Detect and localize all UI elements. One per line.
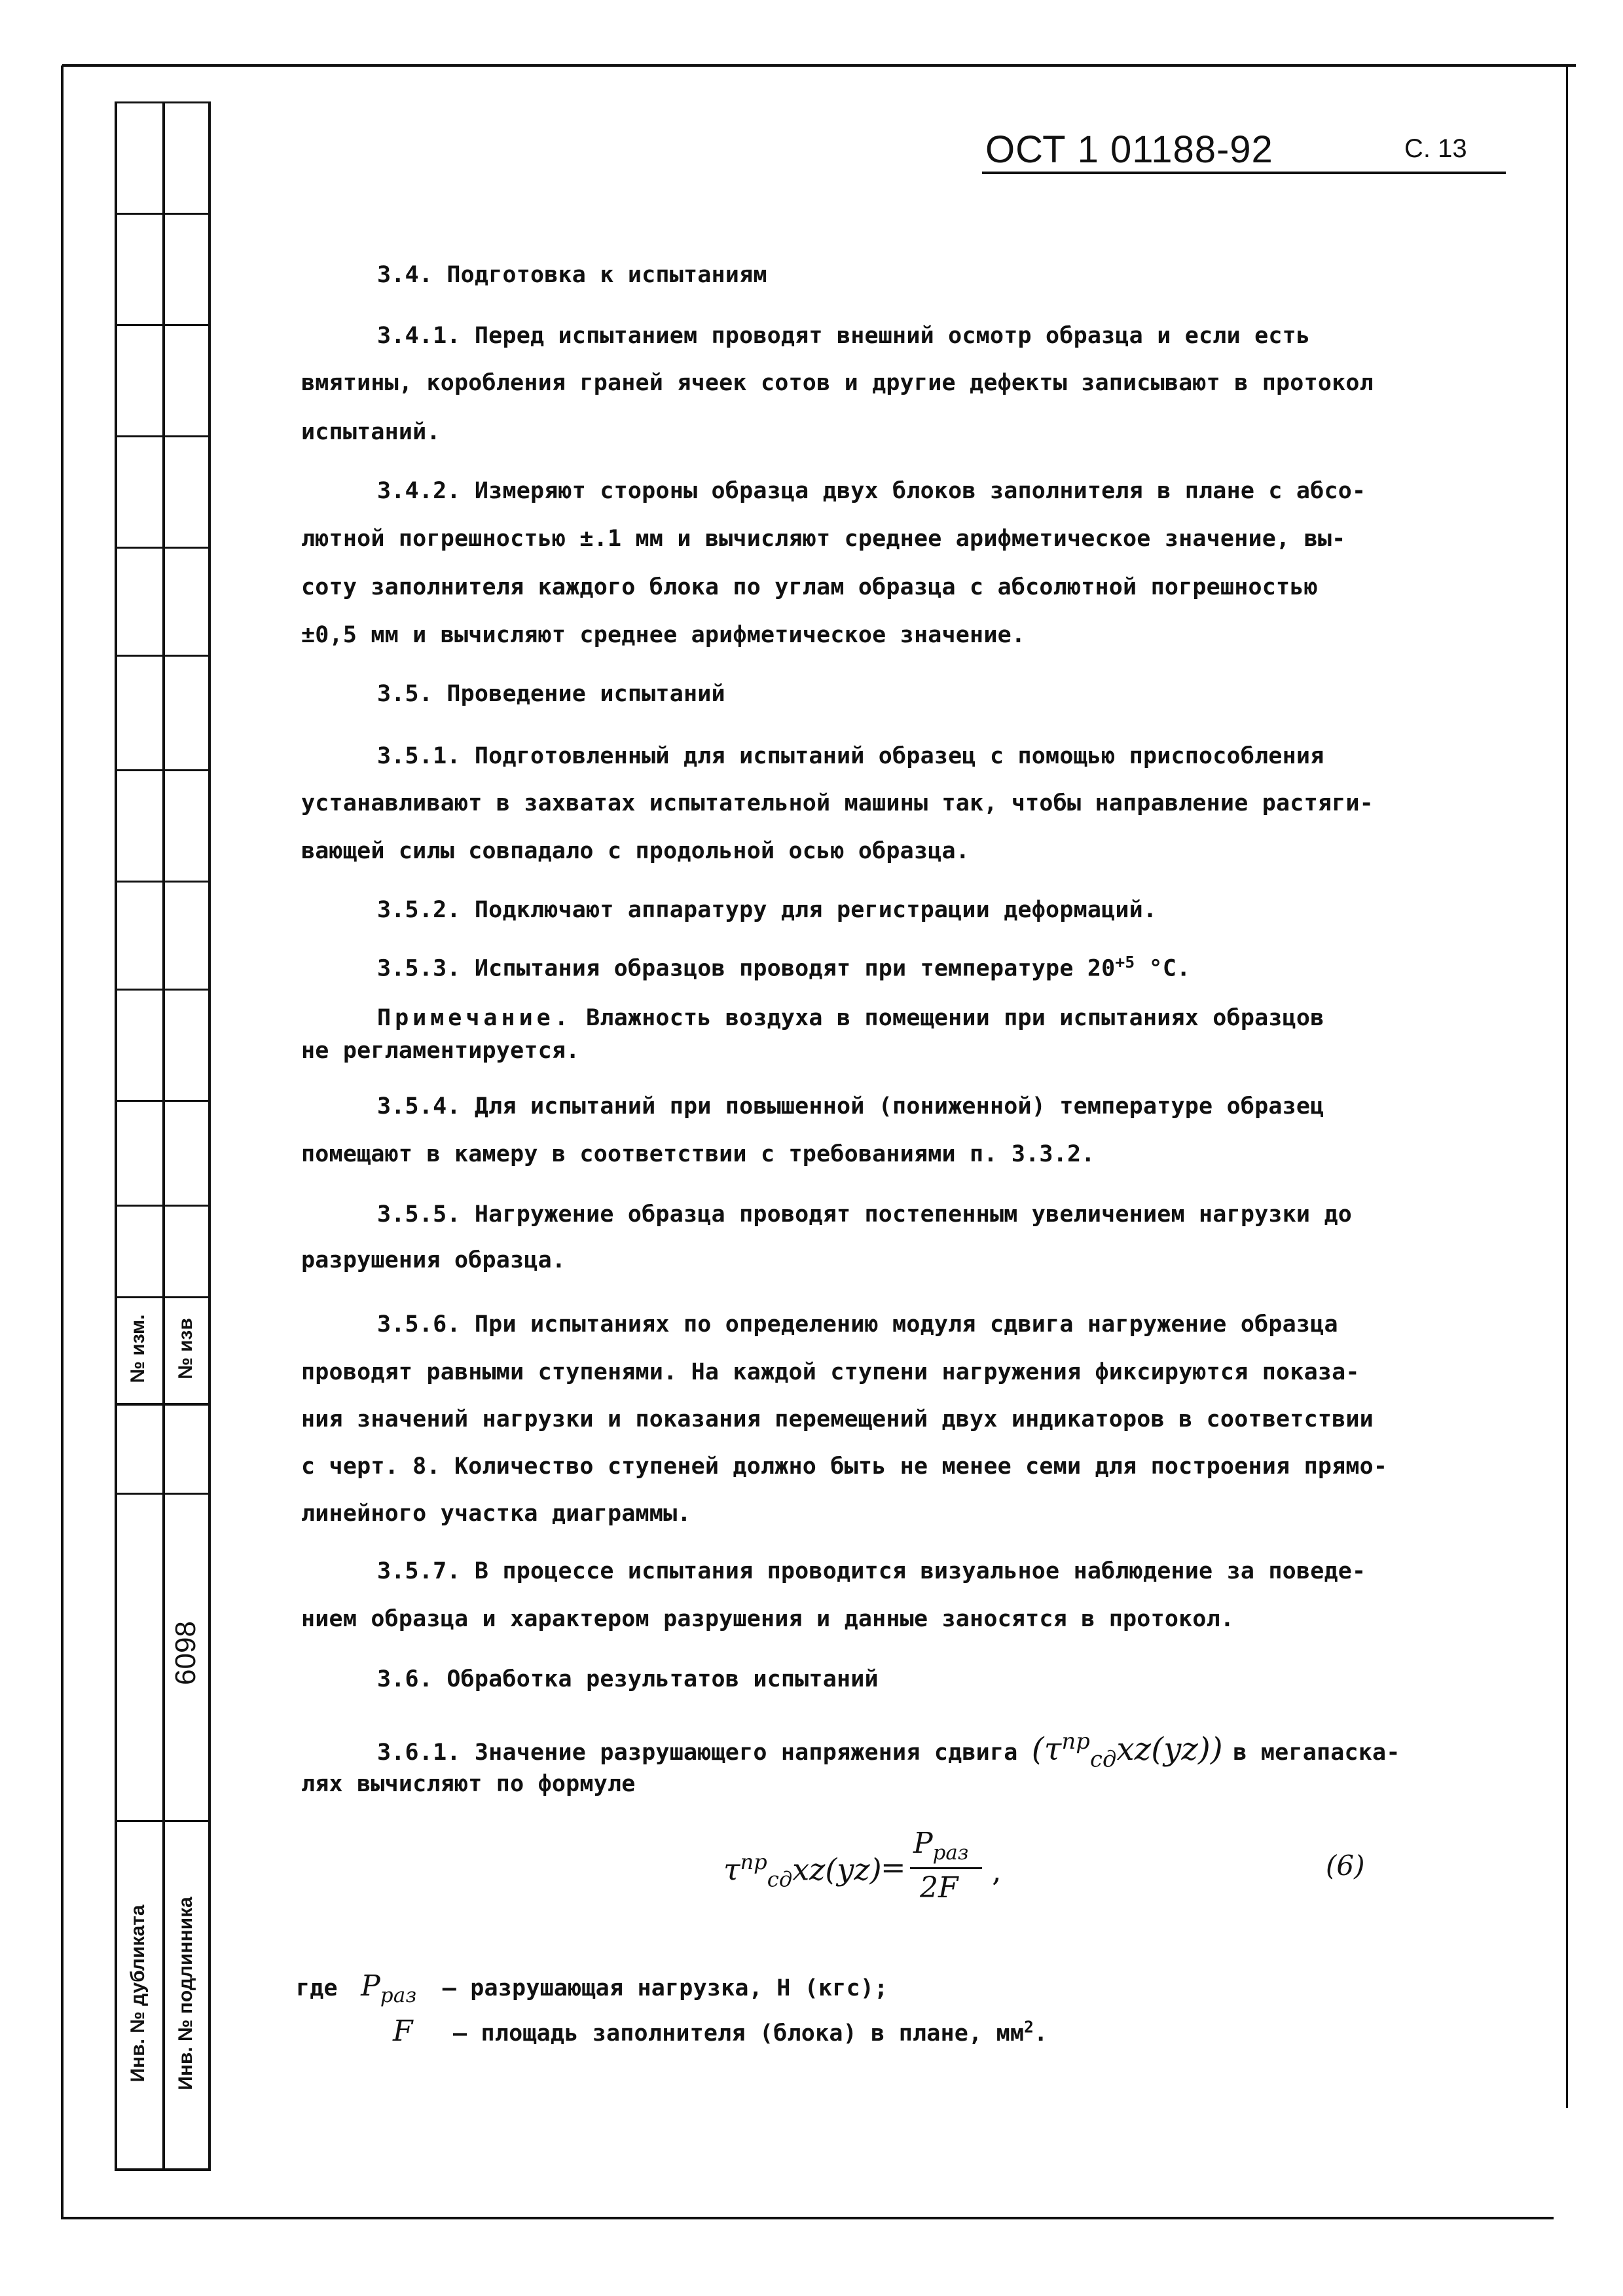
formula-6 xyxy=(723,1827,1038,1918)
standard-code: ОСТ 1 01188-92 xyxy=(985,128,1273,171)
formula-numerator: $P_{раз}$ xyxy=(913,1827,969,1865)
frame-top-line xyxy=(62,64,1576,67)
s352-paragraph: 3.5.2. Подключают аппаратуру для регистрации деформаций. xyxy=(377,897,1158,923)
label-inv-dubl: Инв. № дубликата xyxy=(127,1904,149,2083)
label-inv-podl: Инв. № подлинника xyxy=(175,1897,196,2090)
s34-heading: 3.4. Подготовка к испытаниям xyxy=(377,262,767,288)
label-izv: № изв xyxy=(175,1318,196,1379)
inv-number: 6098 xyxy=(170,1621,202,1685)
label-izm: № изм. xyxy=(127,1314,149,1383)
formula-lhs: $\tau^{пр}_{сд}xz(yz)$ xyxy=(723,1850,882,1892)
formula-denominator: 2F xyxy=(920,1871,958,1904)
formula-number: (6) xyxy=(1326,1850,1365,1882)
formula-equals: = xyxy=(881,1850,906,1885)
page-number: С. 13 xyxy=(1404,134,1467,163)
s353-paragraph: 3.5.3. Испытания образцов проводят при температуре $20^{+5}$ °C. xyxy=(377,953,1191,982)
header-underline xyxy=(982,172,1506,174)
s36-heading: 3.6. Обработка результатов испытаний xyxy=(377,1666,879,1692)
frame-outer-left-line xyxy=(61,65,64,2219)
s35-heading: 3.5. Проведение испытаний xyxy=(377,681,725,707)
frame-bottom-line xyxy=(61,2217,1554,2219)
formula-comma: , xyxy=(992,1853,1002,1888)
fraction-bar xyxy=(910,1867,982,1869)
frame-right-line xyxy=(1566,65,1568,2108)
